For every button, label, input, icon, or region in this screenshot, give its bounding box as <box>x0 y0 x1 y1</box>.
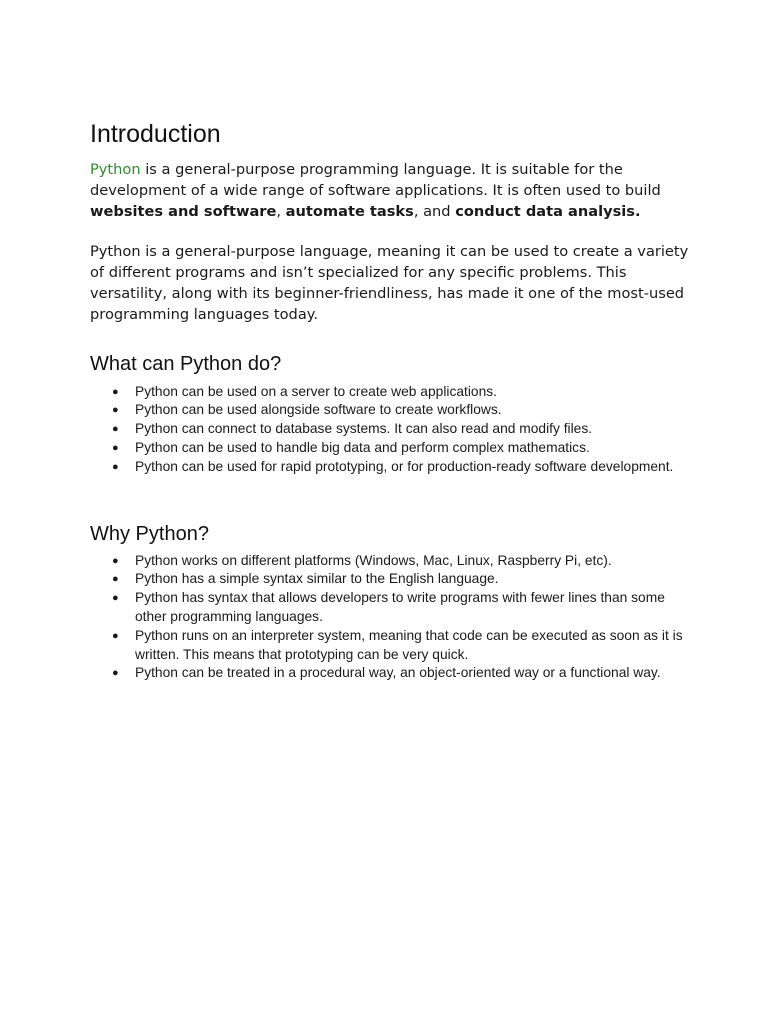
bullet-icon: ● <box>112 573 119 586</box>
list-item <box>90 589 690 627</box>
bullet-icon: ● <box>112 554 119 567</box>
bullet-icon: ● <box>112 441 119 454</box>
intro-text-1: is a general-purpose programming language. It is suitable for the development of a wide range of software applications. It is often used to build <box>90 161 661 199</box>
list-item <box>90 552 690 571</box>
list-item-text: Python can be used on a server to create web applications. <box>135 383 498 399</box>
why-heading: Why Python? <box>90 522 209 545</box>
list-item-text: Python can connect to database systems. It can also read and modify files. <box>135 421 593 437</box>
list-item-text: Python works on different platforms (Windows, Mac, Linux, Raspberry Pi, etc). <box>135 552 612 568</box>
list-item-text: Python has a simple syntax similar to the English language. <box>135 571 499 587</box>
bold-automate: automate tasks <box>285 202 414 220</box>
python-link[interactable]: Python <box>90 161 141 178</box>
list-item-text: Python has syntax that allows developers to write programs with fewer lines than some other programming languages. <box>135 590 665 624</box>
list-item <box>90 570 690 589</box>
bullet-icon: ● <box>112 404 119 417</box>
bullet-icon: ● <box>112 667 119 680</box>
bold-data-analysis: conduct data analysis. <box>455 202 641 220</box>
bullet-icon: ● <box>112 629 119 642</box>
bullet-icon: ● <box>112 592 119 605</box>
list-item-text: Python can be treated in a procedural way, an object-oriented way or a functional way. <box>135 665 661 681</box>
intro-text-2: , <box>276 202 286 220</box>
bullet-icon: ● <box>112 423 119 436</box>
document-page <box>90 118 690 683</box>
intro-paragraph-2: Python is a general-purpose language, meaning it can be used to create a variety of different programs and isn’t specialized for any specific problems. This versatility, along with its beginner-friendliness, has made it one of the most-used programming languages today. <box>90 243 689 323</box>
intro-text-3: , and <box>413 202 456 220</box>
list-item <box>90 401 690 420</box>
bullet-icon: ● <box>112 385 119 398</box>
list-item-text: Python runs on an interpreter system, meaning that code can be executed as soon as it is written. This means that prototyping can be very quick. <box>135 627 683 662</box>
list-item <box>90 627 690 665</box>
paragraph-gap <box>90 222 690 242</box>
what-list <box>90 383 690 477</box>
list-item-text: Python can be used for rapid prototyping, or for production-ready software development. <box>135 458 674 474</box>
list-item <box>90 439 690 458</box>
bullet-icon: ● <box>112 460 119 473</box>
list-item <box>90 664 690 683</box>
list-item <box>90 383 690 402</box>
list-item-text: Python can be used alongside software to create workflows. <box>135 402 502 418</box>
why-list <box>90 552 690 684</box>
intro-heading: Introduction <box>90 120 221 148</box>
list-item <box>90 458 690 477</box>
list-item <box>90 420 690 439</box>
list-item-text: Python can be used to handle big data and perform complex mathematics. <box>135 439 590 455</box>
intro-paragraph-1 <box>90 160 690 222</box>
what-heading: What can Python do? <box>90 352 282 375</box>
bold-websites: websites and software <box>90 202 277 220</box>
